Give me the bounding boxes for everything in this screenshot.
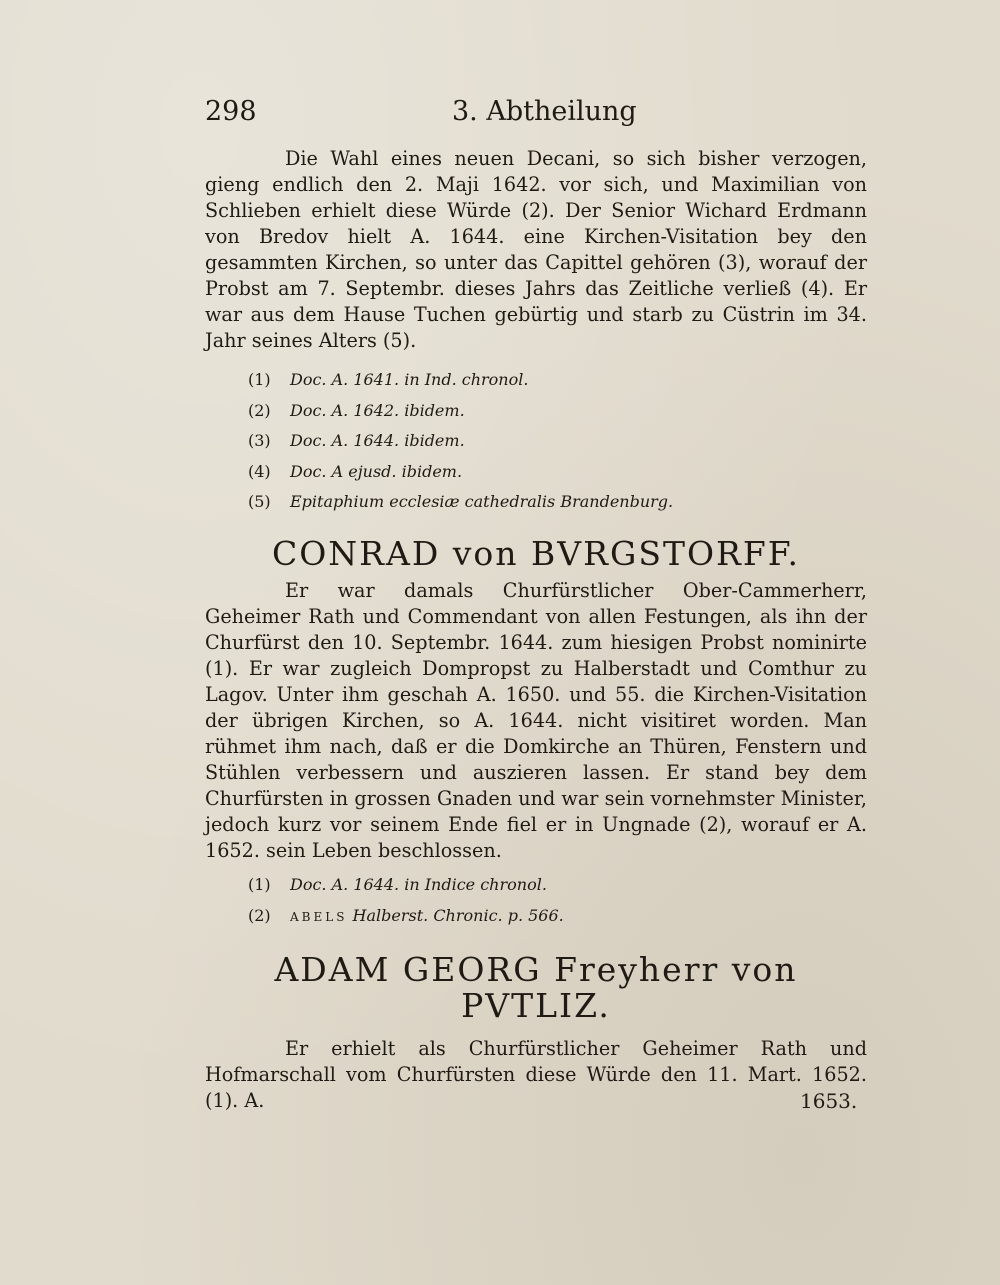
running-title: 3. Abtheilung <box>452 96 637 127</box>
paragraph-burgstorff: Er war damals Churfürstlicher Ober-Cammerherr, Geheimer Rath und Commendant von allen Festungen, als ihn der Churfürst den 10. Septembr. 1644. zum hiesigen Probst nominirte (1). Er war zugleich Dompropst zu Halberstadt und Comthur zu Lagov. Unter ihm geschah A. 1650. und 55. die Kirchen-Visitation der übrigen Kirchen, so A. 1644. nicht visitiret worden. Man rühmet ihm nach, daß er die Domkirche an Thüren, Fenstern und Stühlen verbessern und auszieren lassen. Er stand bey dem Churfürsten in grossen Gnaden und war sein vornehmster Minister, jedoch kurz vor seinem Ende fiel er in Ungnade (2), worauf er A. 1652. sein Leben beschlossen. <box>205 579 867 862</box>
heading-putliz-line1: ADAM GEORG Freyherr von <box>274 950 798 989</box>
footnotes-2 <box>248 870 848 931</box>
footnote: (1) Doc. A. 1644. in Indice chronol. <box>248 875 547 894</box>
page-number: 298 <box>205 96 257 127</box>
footnote: (1) Doc. A. 1641. in Ind. chronol. <box>248 370 529 389</box>
paragraph-decani: Die Wahl eines neuen Decani, so sich bisher verzogen, gieng endlich den 2. Maji 1642. vor sich, und Maximilian von Schlieben erhielt diese Würde (2). Der Senior Wichard Erdmann von Bredov hielt A. 1644. eine Kirchen-Visitation bey den gesammten Kirchen, so unter das Capittel gehören (3), worauf der Probst am 7. Septembr. dieses Jahrs das Zeitliche verließ (4). Er war aus dem Hause Tuchen gebürtig und starb zu Cüstrin im 34. Jahr seines Alters (5). <box>205 147 867 352</box>
paragraph-putliz: Er erhielt als Churfürstlicher Geheimer Rath und Hofmarschall vom Churfürsten diese Würde den 11. Mart. 1652. (1). A. <box>205 1037 867 1112</box>
heading-burgstorff: CONRAD von BVRGSTORFF. <box>271 534 800 573</box>
footnotes-1 <box>248 365 848 518</box>
section-putliz <box>205 1036 867 1114</box>
section-decani <box>205 146 867 354</box>
footnote: (2) ABELS Halberst. Chronic. p. 566. <box>248 905 564 925</box>
catchword: 1653. <box>800 1089 858 1113</box>
heading-putliz-line2: PVTLIZ. <box>461 986 611 1025</box>
footnote: (3) Doc. A. 1644. ibidem. <box>248 431 465 450</box>
footnote: (4) Doc. A ejusd. ibidem. <box>248 461 463 481</box>
page-header <box>205 92 905 136</box>
footnote: (2) Doc. A. 1642. ibidem. <box>248 400 465 420</box>
footnote: (5) Epitaphium ecclesiæ cathedralis Brandenburg. <box>248 492 674 511</box>
section-burgstorff <box>205 578 867 864</box>
